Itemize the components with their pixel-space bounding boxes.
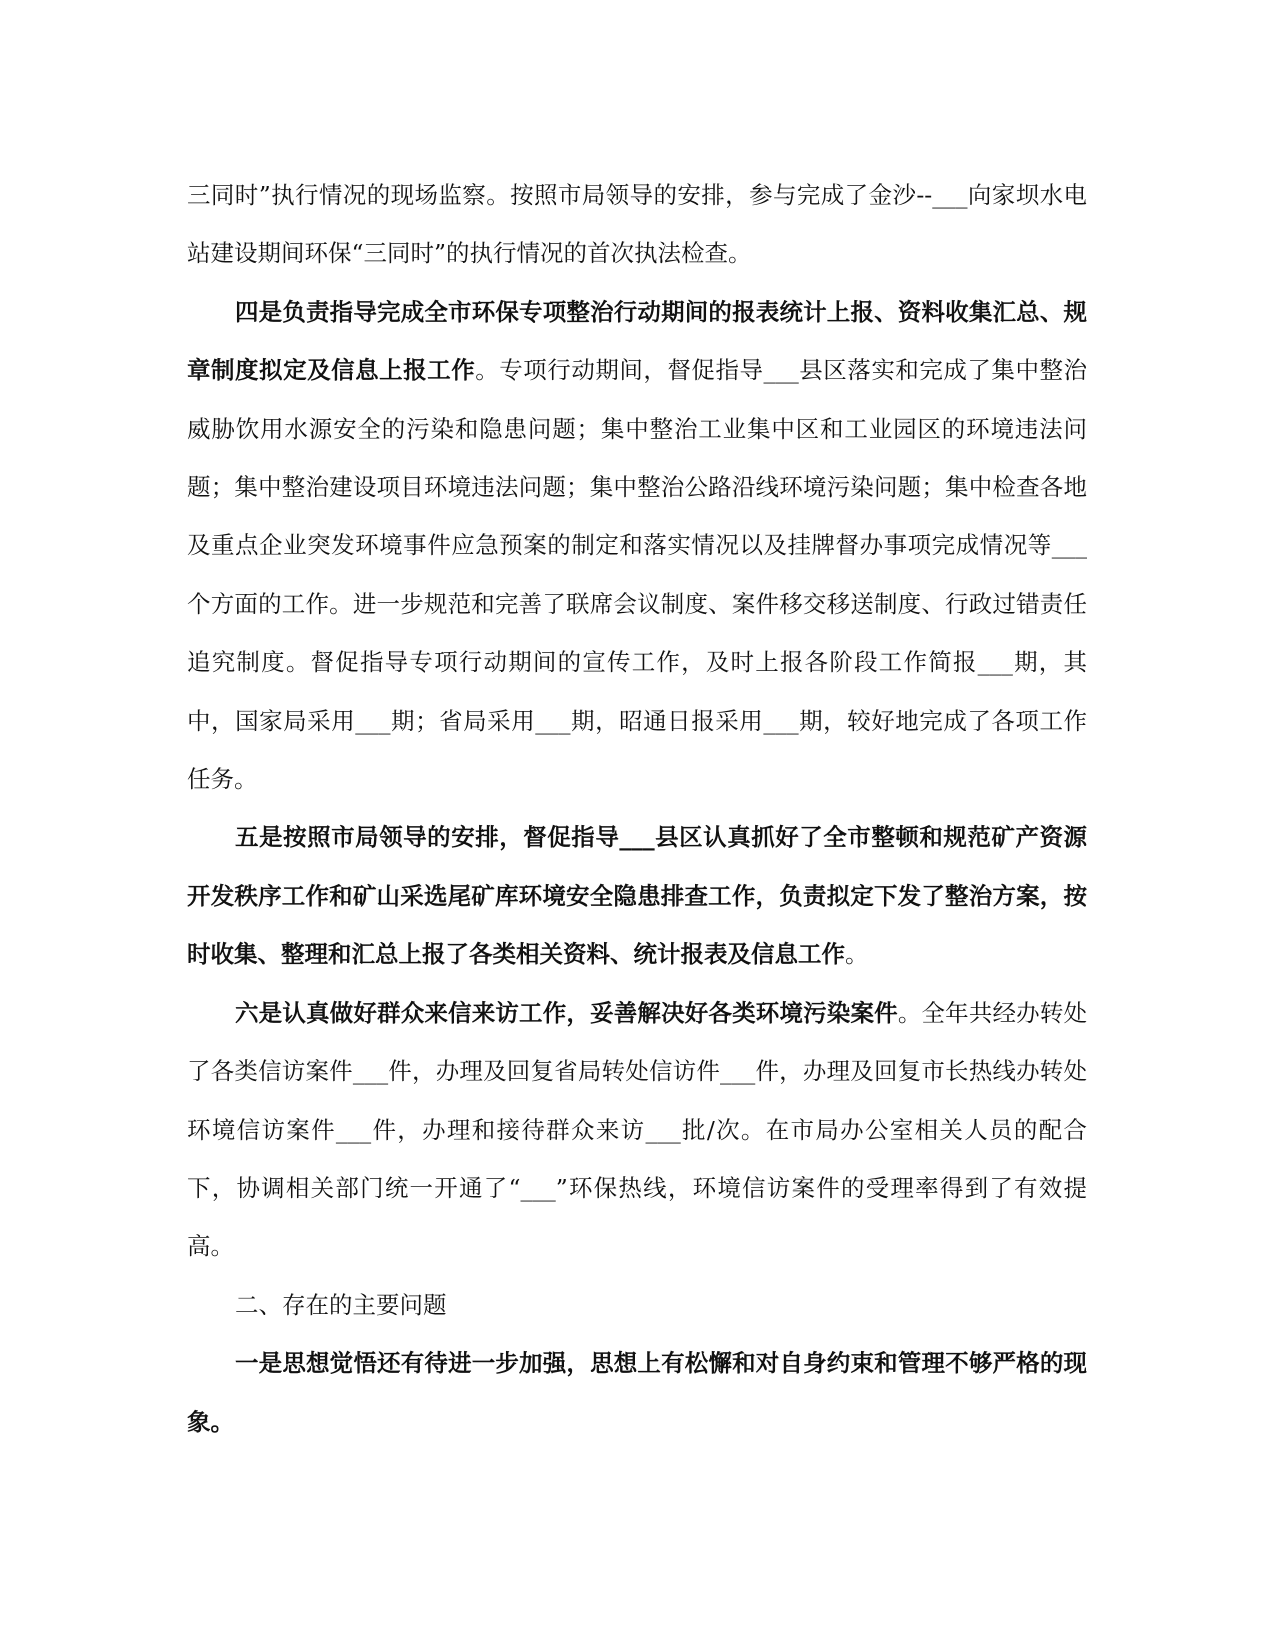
document-body (187, 166, 1087, 1451)
paragraph-text: 。专项行动期间，督促指导___县区落实和完成了集中整治威胁饮用水源安全的污染和隐患问题；集中整治工业集中区和工业园区的环境违法问题；集中整治建设项目环境违法问题；集中整治公路沿线环境污染问题；集中检查各地及重点企业突发环境事件应急预案的制定和落实情况以及挂牌督办事项完成情况等___个方面的工作。进一步规范和完善了联席会议制度、案件移交移送制度、行政过错责任追究制度。督促指导专项行动期间的宣传工作，及时上报各阶段工作简报___期，其中，国家局采用___期；省局采用___期，昭通日报采用___期，较好地完成了各项工作任务。 (187, 356, 1087, 794)
paragraph-lead: 一是思想觉悟还有待进一步加强，思想上有松懈和对自身约束和管理不够严格的现象。 (187, 1349, 1087, 1436)
section-heading-text: 二、存在的主要问题 (235, 1290, 447, 1319)
paragraph-item-five (187, 808, 1087, 983)
paragraph-problem-one (187, 1334, 1087, 1451)
paragraph-text: 。 (845, 940, 869, 969)
paragraph-text: 。全年共经办转处了各类信访案件___件，办理及回复省局转处信访件___件，办理及回复市长热线办转处环境信访案件___件，办理和接待群众来访___批/次。在市局办公室相关人员的配合下，协调相关部门统一开通了“___”环保热线，环境信访案件的受理率得到了有效提高。 (187, 998, 1088, 1261)
paragraph-item-six (187, 984, 1087, 1276)
paragraph-lead: 五是按照市局领导的安排，督促指导___县区认真抓好了全市整顿和规范矿产资源开发秩序工作和矿山采选尾矿库环境安全隐患排查工作，负责拟定下发了整治方案，按时收集、整理和汇总上报了各类相关资料、统计报表及信息工作 (187, 823, 1087, 969)
paragraph-item-four (187, 283, 1087, 809)
paragraph-text: 三同时”执行情况的现场监察。按照市局领导的安排，参与完成了金沙--___向家坝水电站建设期间环保“三同时”的执行情况的首次执法检查。 (187, 181, 1087, 268)
paragraph-continuation (187, 166, 1087, 283)
section-heading (187, 1276, 1087, 1334)
paragraph-lead: 四是负责指导完成全市环保专项整治行动期间的报表统计上报、资料收集汇总、规章制度拟定及信息上报工作 (187, 297, 1087, 385)
paragraph-lead: 六是认真做好群众来信来访工作，妥善解决好各类环境污染案件 (235, 998, 898, 1027)
